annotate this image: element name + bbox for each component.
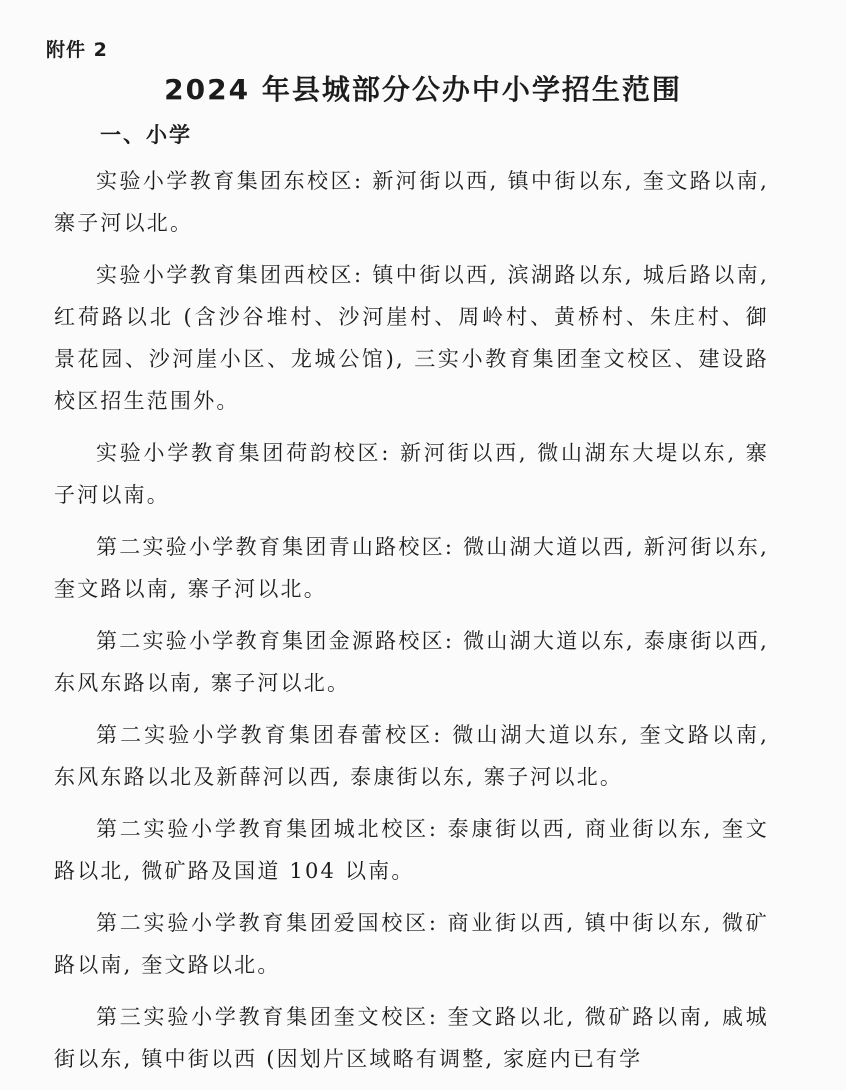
paragraph-shiyan-west: 实验小学教育集团西校区: 镇中街以西, 滨湖路以东, 城后路以南, 红荷路以北 (含沙谷堆村、沙河崖村、周岭村、黄桥村、朱庄村、御景花园、沙河崖小区、龙城公馆), 三实小教育集团奎文校区、建设路校区招生范围外。 — [54, 263, 769, 413]
paragraph-second-aiguo: 第二实验小学教育集团爱国校区: 商业街以西, 镇中街以东, 微矿路以南, 奎文路以北。 — [54, 911, 769, 977]
paragraph-second-qingshanlu: 第二实验小学教育集团青山路校区: 微山湖大道以西, 新河街以东, 奎文路以南, 寨子河以北。 — [54, 535, 769, 601]
paragraph-second-jinyuanlu: 第二实验小学教育集团金源路校区: 微山湖大道以东, 泰康街以西, 东风东路以南, 寨子河以北。 — [54, 629, 769, 695]
document-title: 2024 年县城部分公办中小学招生范围 — [164, 73, 682, 106]
section-heading-primary-school: 一、小学 — [100, 123, 192, 147]
paragraph-second-chunlei: 第二实验小学教育集团春蕾校区: 微山湖大道以东, 奎文路以南, 东风东路以北及新薛河以西, 泰康街以东, 寨子河以北。 — [54, 723, 769, 789]
attachment-label: 附件 2 — [46, 39, 108, 61]
paragraph-shiyan-east: 实验小学教育集团东校区: 新河街以西, 镇中街以东, 奎文路以南, 寨子河以北。 — [54, 169, 769, 235]
paragraph-second-chengbei: 第二实验小学教育集团城北校区: 泰康街以西, 商业街以东, 奎文路以北, 微矿路及国道 104 以南。 — [54, 817, 769, 883]
paragraph-third-kuiwen: 第三实验小学教育集团奎文校区: 奎文路以北, 微矿路以南, 戚城街以东, 镇中街以西 (因划片区域略有调整, 家庭内已有学 — [54, 1005, 769, 1071]
paragraph-shiyan-heyun: 实验小学教育集团荷韵校区: 新河街以西, 微山湖东大堤以东, 寨子河以南。 — [54, 441, 769, 507]
enrollment-scope-list — [54, 160, 769, 1090]
